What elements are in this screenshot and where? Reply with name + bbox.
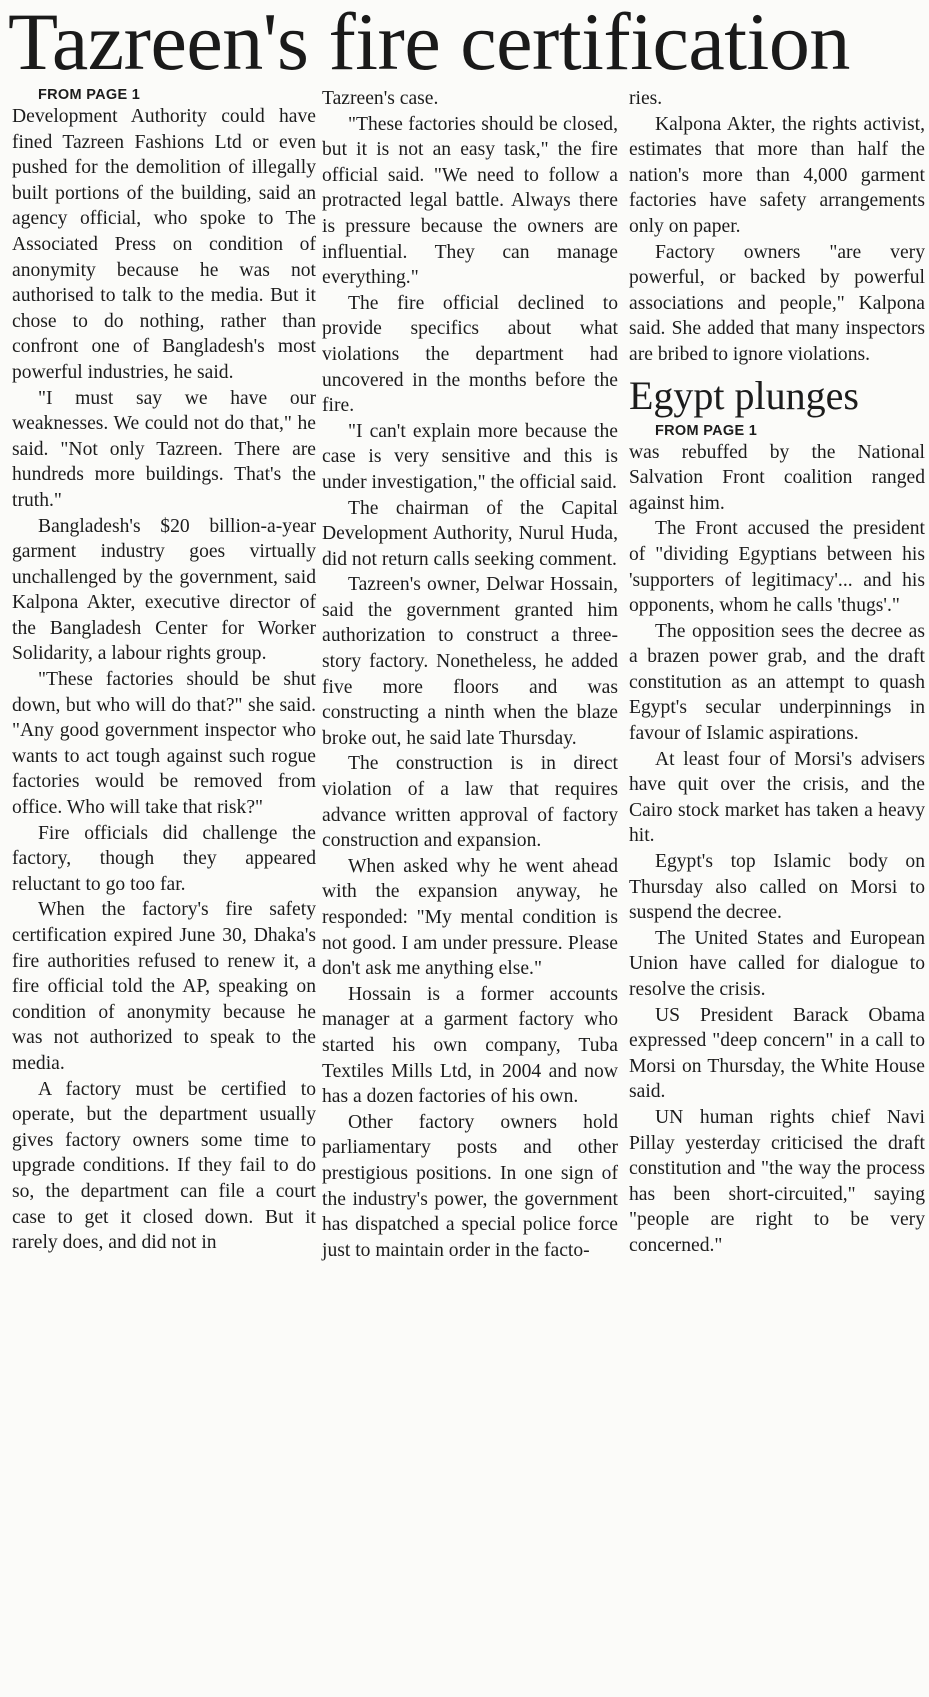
column-2 (322, 86, 618, 1263)
article-paragraph: Other factory owners hold parliamentary posts and other prestigious positions. In one sign of the industry's power, the government has dispatched a special police force just to maintain order in the facto- (322, 1111, 618, 1261)
article-paragraph: At least four of Morsi's advisers have quit over the crisis, and the Cairo stock market has taken a heavy hit. (629, 748, 925, 847)
headline: Tazreen's fire certification (8, 0, 850, 87)
article-paragraph: The chairman of the Capital Development Authority, Nurul Huda, did not return calls seeking comment. (322, 497, 618, 570)
article-paragraph: "I can't explain more because the case is very sensitive and this is under investigation," the official said. (322, 420, 618, 493)
article-paragraph: The fire official declined to provide specifics about what violations the department had uncovered in the months before the fire. (322, 292, 618, 417)
article-paragraph: ries. (629, 88, 663, 109)
article-paragraph: The construction is in direct violation of a law that requires advance written approval of factory construction and expansion. (322, 753, 618, 852)
article-paragraph: When the factory's fire safety certification expired June 30, Dhaka's fire authorities refused to renew it, a fire official told the AP, speaking on condition of anonymity because he was not authorized to speak to the media. (12, 899, 316, 1074)
article-paragraph: "These factories should be closed, but it is not an easy task," the fire official said. "We need to follow a protracted legal battle. Always there is pressure because the owners are influential. They can manage everything." (322, 113, 618, 289)
article-paragraph: Bangladesh's $20 billion-a-year garment industry goes virtually unchallenged by the government, said Kalpona Akter, executive director of the Bangladesh Center for Worker Solidarity, a labour rights group. (12, 515, 316, 665)
article-paragraph: Development Authority could have fined Tazreen Fashions Ltd or even pushed for the demolition of illegally built portions of the building, said an agency official, who spoke to The Associated Press on condition of anonymity because he was not authorised to talk to the media. But it chose to do nothing, rather than confront one of Bangladesh's most powerful industries, he said. (12, 106, 316, 383)
article-paragraph: Factory owners "are very powerful, or backed by powerful associations and people," Kalpona said. She added that many inspectors are bribed to ignore violations. (629, 241, 925, 365)
article-paragraph: Egypt's top Islamic body on Thursday also called on Morsi to suspend the decree. (629, 851, 925, 924)
article-paragraph: Hossain is a former accounts manager at a garment factory who started his own company, Tuba Textiles Mills Ltd, in 2004 and now has a dozen factories of his own. (322, 983, 618, 1108)
article-paragraph: A factory must be certified to operate, but the department usually gives factory owners some time to upgrade conditions. If they fail to do so, the department can file a court case to get it closed down. But it rarely does, and did not in (12, 1078, 316, 1254)
article-paragraph: "I must say we have our weaknesses. We could not do that," he said. "Not only Tazreen. There are hundreds more buildings. That's the truth." (12, 387, 316, 511)
article-paragraph: Tazreen's case. (322, 88, 439, 109)
article-paragraph: Kalpona Akter, the rights activist, estimates that more than half the nation's more than 4,000 garment factories have safety arrangements only on paper. (629, 113, 925, 237)
article-paragraph: Fire officials did challenge the factory, though they appeared reluctant to go too far. (12, 822, 316, 895)
article-paragraph: "These factories should be shut down, but who will do that?" she said. "Any good government inspector who wants to act tough against such rogue factories would be removed from office. Who will take that risk?" (12, 669, 316, 819)
article-paragraph: US President Barack Obama expressed "deep concern" in a call to Morsi on Thursday, the White House said. (629, 1004, 925, 1103)
from-page-1-kicker: FROM PAGE 1 (655, 422, 758, 439)
article-paragraph: The opposition sees the decree as a brazen power grab, and the draft constitution as an attempt to quash Egypt's secular underpinnings in favour of Islamic aspirations. (629, 620, 925, 745)
article-paragraph: Tazreen's owner, Delwar Hossain, said the government granted him authorization to construct a three-story factory. Nonetheless, he added five more floors and was constructing a ninth when the blaze broke out, he said late Thursday. (322, 574, 618, 749)
subhead-egypt-plunges: Egypt plunges (629, 372, 859, 418)
article-paragraph: UN human rights chief Navi Pillay yesterday criticised the draft constitution and "the way the process has been short-circuited," saying "people are right to be very concerned." (629, 1106, 925, 1256)
article-paragraph: The United States and European Union have called for dialogue to resolve the crisis. (629, 927, 925, 1000)
article-paragraph: The Front accused the president of "dividing Egyptians between his 'supporters of legitimacy'... and his opponents, whom he calls 'thugs'." (629, 518, 925, 617)
column-1 (12, 86, 316, 1256)
from-page-1-kicker: FROM PAGE 1 (38, 87, 141, 103)
column-3 (629, 86, 925, 1259)
article-paragraph: When asked why he went ahead with the expansion anyway, he responded: "My mental condition is not good. I am under pressure. Please don't ask me anything else." (322, 855, 618, 980)
article-paragraph: was rebuffed by the National Salvation Front coalition ranged against him. (629, 441, 925, 514)
